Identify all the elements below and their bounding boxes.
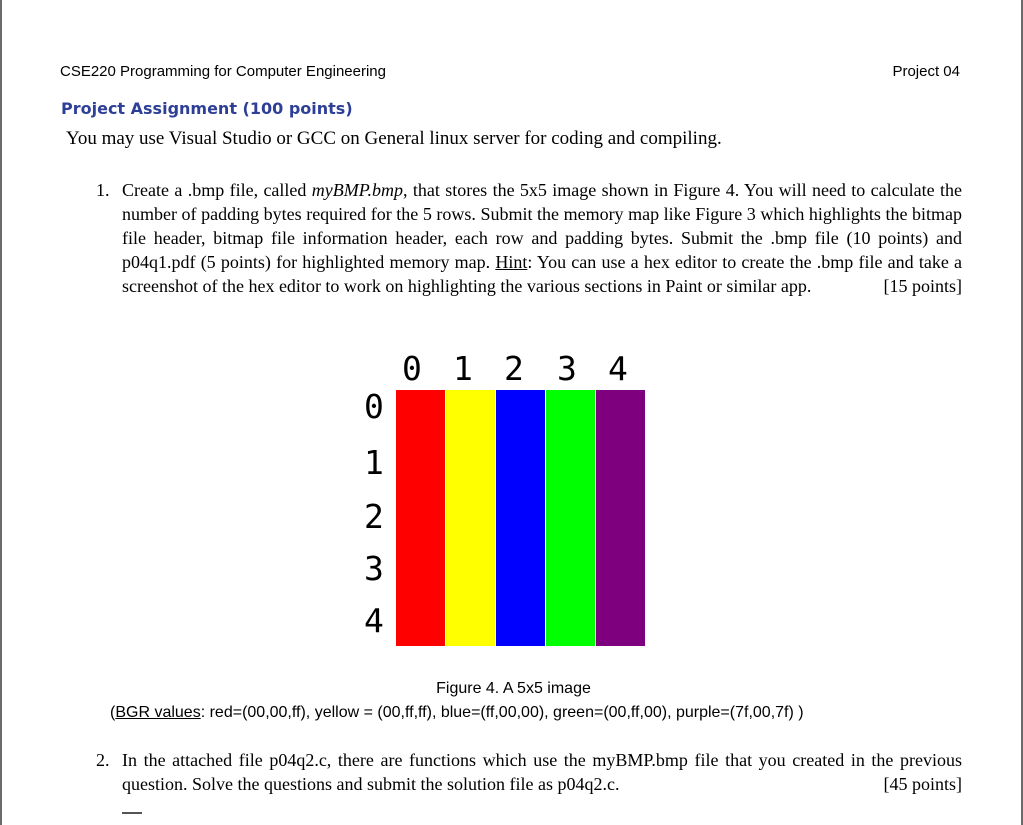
document-page — [2, 0, 1021, 825]
question-1-points: [15 points] — [883, 276, 962, 296]
red-column — [396, 390, 445, 646]
cut-off-text-fragment — [122, 812, 142, 814]
intro-text: You may use Visual Studio or GCC on General linux server for coding and compiling. — [66, 128, 722, 149]
row-label: 3 — [364, 549, 384, 588]
column-label: 3 — [557, 349, 577, 388]
row-label: 1 — [364, 443, 384, 482]
course-title: CSE220 Programming for Computer Engineering — [60, 63, 386, 80]
blue-column — [496, 390, 545, 646]
figure-caption: Figure 4. A 5x5 image — [436, 680, 591, 697]
row-label: 0 — [364, 387, 384, 426]
question-2 — [96, 748, 962, 796]
question-2-number: 2. — [96, 750, 110, 770]
bgr-values-label: BGR values — [115, 704, 201, 721]
question-1-text-c: : You can use a hex editor to create the .bmp file and take a screenshot of the hex editor to work on highlighting the various sections in Paint or similar app. — [122, 252, 962, 296]
question-2-text: In the attached file p04q2.c, there are functions which use the myBMP.bmp file that you created in the previous question. Solve the questions and submit the solution file as p04q2.c. — [122, 750, 962, 794]
question-1-text-b: , that stores the 5x5 image shown in Figure 4. You will need to calculate the number of padding bytes required for the 5 rows. Submit the memory map like Figure 3 which highlights the bitmap file header, bitmap file information header, each row and padding bytes. Submit the .bmp file (10 points) and p04q1.pdf (5 points) for highlighted memory map. — [122, 180, 962, 272]
column-label: 2 — [504, 349, 524, 388]
green-column — [546, 390, 595, 646]
project-number: Project 04 — [892, 63, 960, 80]
question-2-body — [122, 748, 962, 796]
purple-column — [596, 390, 645, 646]
yellow-column — [446, 390, 495, 646]
column-label: 0 — [402, 349, 422, 388]
row-label: 4 — [364, 601, 384, 640]
section-title: Project Assignment (100 points) — [61, 99, 353, 118]
hint-label: Hint — [495, 252, 528, 272]
bgr-values: (BGR values: red=(00,00,ff), yellow = (00,ff,ff), blue=(ff,00,00), green=(00,ff,00), purple=(7f,00,7f) ) — [110, 704, 804, 721]
figure-5x5-image — [342, 349, 662, 652]
bgr-values-text: : red=(00,00,ff), yellow = (00,ff,ff), blue=(ff,00,00), green=(00,ff,00), purple=(7f,00,7f) ) — [200, 704, 804, 721]
question-1-filename: myBMP.bmp — [311, 180, 403, 200]
column-label: 4 — [608, 349, 628, 388]
question-1-text-a: Create a .bmp file, called — [122, 180, 312, 200]
question-2-points: [45 points] — [883, 774, 962, 794]
question-1-number: 1. — [96, 180, 110, 200]
row-label: 2 — [364, 497, 384, 536]
question-1-body — [122, 178, 962, 298]
column-label: 1 — [453, 349, 473, 388]
question-1 — [96, 178, 962, 298]
